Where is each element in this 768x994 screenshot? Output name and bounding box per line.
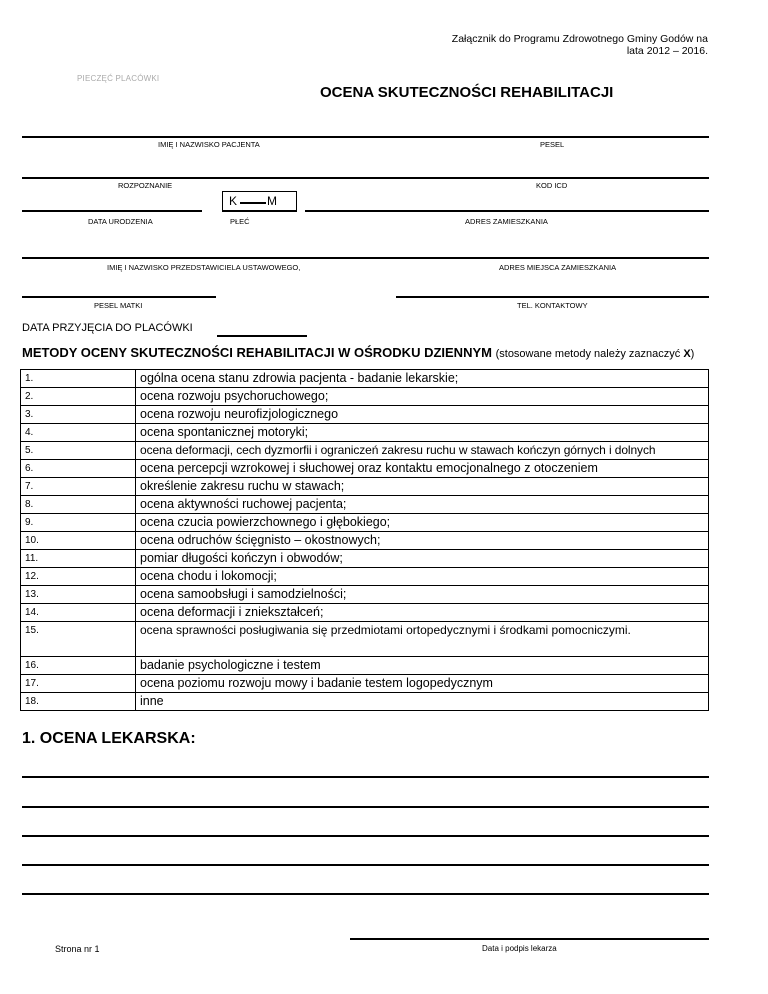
rule-admission-date bbox=[217, 335, 307, 337]
sex-box[interactable] bbox=[222, 191, 297, 211]
row-text: ocena aktywności ruchowej pacjenta; bbox=[136, 496, 709, 514]
writing-line-3[interactable] bbox=[22, 835, 709, 837]
label-guardian: IMIĘ I NAZWISKO PRZEDSTAWICIELA USTAWOWEGO, bbox=[107, 263, 301, 272]
label-patient-name: IMIĘ I NAZWISKO PACJENTA bbox=[158, 140, 260, 149]
row-text: ogólna ocena stanu zdrowia pacjenta - badanie lekarskie; bbox=[136, 370, 709, 388]
row-text: ocena poziomu rozwoju mowy i badanie testem logopedycznym bbox=[136, 675, 709, 693]
label-phone: TEL. KONTAKTOWY bbox=[517, 301, 588, 310]
rule-patient bbox=[22, 136, 709, 138]
row-text: ocena deformacji, cech dyzmorfii i ograniczeń zakresu ruchu w stawach kończyn górnych i dolnych bbox=[136, 442, 709, 460]
label-birth-date: DATA URODZENIA bbox=[88, 217, 153, 226]
table-row[interactable] bbox=[21, 586, 709, 604]
row-text: badanie psychologiczne i testem bbox=[136, 657, 709, 675]
stamp-label: PIECZĘĆ PLACÓWKI bbox=[77, 74, 160, 83]
table-row[interactable] bbox=[21, 388, 709, 406]
table-row[interactable] bbox=[21, 604, 709, 622]
page-title: OCENA SKUTECZNOŚCI REHABILITACJI bbox=[320, 84, 614, 101]
signature-line[interactable] bbox=[350, 938, 709, 940]
writing-line-2[interactable] bbox=[22, 806, 709, 808]
row-text: określenie zakresu ruchu w stawach; bbox=[136, 478, 709, 496]
row-number: 5. bbox=[21, 442, 134, 460]
rule-diagnosis bbox=[22, 177, 709, 179]
row-number: 13. bbox=[21, 586, 134, 604]
rule-address bbox=[305, 210, 709, 212]
sex-k: K bbox=[229, 194, 238, 208]
row-text: ocena odruchów ścięgnisto – okostnowych; bbox=[136, 532, 709, 550]
table-row[interactable] bbox=[21, 675, 709, 693]
row-number: 8. bbox=[21, 496, 134, 514]
table-row[interactable] bbox=[21, 424, 709, 442]
rule-guardian bbox=[22, 257, 709, 259]
sex-divider bbox=[240, 202, 266, 204]
page-number: Strona nr 1 bbox=[55, 944, 100, 954]
label-diagnosis: ROZPOZNANIE bbox=[118, 181, 173, 190]
table-row[interactable] bbox=[21, 478, 709, 496]
sex-m: M bbox=[267, 194, 277, 208]
row-number: 15. bbox=[21, 622, 134, 657]
row-number: 18. bbox=[21, 693, 134, 711]
table-row[interactable] bbox=[21, 406, 709, 424]
row-number: 10. bbox=[21, 532, 134, 550]
writing-line-1[interactable] bbox=[22, 776, 709, 778]
row-number: 4. bbox=[21, 424, 134, 442]
row-text: inne bbox=[136, 693, 709, 711]
row-number: 9. bbox=[21, 514, 134, 532]
table-row[interactable] bbox=[21, 657, 709, 675]
label-admission-date: DATA PRZYJĘCIA DO PLACÓWKI bbox=[22, 322, 193, 334]
rule-birth-date bbox=[22, 210, 202, 212]
row-text: pomiar długości kończyn i obwodów; bbox=[136, 550, 709, 568]
methods-note bbox=[496, 348, 695, 360]
table-row[interactable] bbox=[21, 568, 709, 586]
label-pesel: PESEL bbox=[540, 140, 565, 149]
row-number: 14. bbox=[21, 604, 134, 622]
rule-phone bbox=[396, 296, 709, 298]
row-number: 2. bbox=[21, 388, 134, 406]
table-row[interactable] bbox=[21, 622, 709, 657]
methods-note-mark: X bbox=[683, 348, 691, 360]
methods-table bbox=[20, 369, 709, 711]
row-text: ocena chodu i lokomocji; bbox=[136, 568, 709, 586]
row-text: ocena spontanicznej motoryki; bbox=[136, 424, 709, 442]
table-row[interactable] bbox=[21, 460, 709, 478]
row-number: 16. bbox=[21, 657, 134, 675]
label-guardian-address: ADRES MIEJSCA ZAMIESZKANIA bbox=[499, 263, 617, 272]
row-number: 11. bbox=[21, 550, 134, 568]
row-text: ocena sprawności posługiwania się przedmiotami ortopedycznymi i środkami pomocniczymi. bbox=[136, 622, 709, 657]
table-row[interactable] bbox=[21, 532, 709, 550]
rule-sex bbox=[222, 210, 297, 212]
label-icd: KOD ICD bbox=[536, 181, 568, 190]
row-number: 7. bbox=[21, 478, 134, 496]
row-number: 17. bbox=[21, 675, 134, 693]
label-address: ADRES ZAMIESZKANIA bbox=[465, 217, 548, 226]
row-number: 1. bbox=[21, 370, 134, 388]
label-mother-pesel: PESEL MATKI bbox=[94, 301, 143, 310]
signature-label: Data i podpis lekarza bbox=[482, 944, 557, 953]
row-text: ocena rozwoju psychoruchowego; bbox=[136, 388, 709, 406]
annex-note bbox=[408, 33, 708, 57]
table-row[interactable] bbox=[21, 693, 709, 711]
writing-line-5[interactable] bbox=[22, 893, 709, 895]
methods-note-prefix: (stosowane metody należy zaznaczyć bbox=[495, 348, 681, 360]
methods-heading bbox=[22, 345, 694, 360]
row-number: 3. bbox=[21, 406, 134, 424]
table-row[interactable] bbox=[21, 514, 709, 532]
row-text: ocena samoobsługi i samodzielności; bbox=[136, 586, 709, 604]
row-text: ocena deformacji i zniekształceń; bbox=[136, 604, 709, 622]
row-text: ocena czucia powierzchownego i głębokiego; bbox=[136, 514, 709, 532]
row-number: 6. bbox=[21, 460, 134, 478]
section-title: 1. OCENA LEKARSKA: bbox=[22, 730, 196, 747]
table-row[interactable] bbox=[21, 550, 709, 568]
writing-line-4[interactable] bbox=[22, 864, 709, 866]
row-text: ocena percepcji wzrokowej i słuchowej oraz kontaktu emocjonalnego z otoczeniem bbox=[136, 460, 709, 478]
row-number: 12. bbox=[21, 568, 134, 586]
table-row[interactable] bbox=[21, 370, 709, 388]
row-text: ocena rozwoju neurofizjologicznego bbox=[136, 406, 709, 424]
table-row[interactable] bbox=[21, 496, 709, 514]
label-sex: PŁEĆ bbox=[230, 217, 250, 226]
rule-mother-pesel bbox=[22, 296, 216, 298]
methods-heading-text: METODY OCENY SKUTECZNOŚCI REHABILITACJI W OŚRODKU DZIENNYM bbox=[22, 345, 492, 360]
table-row[interactable] bbox=[21, 442, 709, 460]
annex-line-2: lata 2012 – 2016. bbox=[626, 45, 708, 57]
methods-note-suffix: ) bbox=[690, 348, 695, 360]
annex-line-1: Załącznik do Programu Zdrowotnego Gminy Godów na bbox=[451, 33, 708, 45]
